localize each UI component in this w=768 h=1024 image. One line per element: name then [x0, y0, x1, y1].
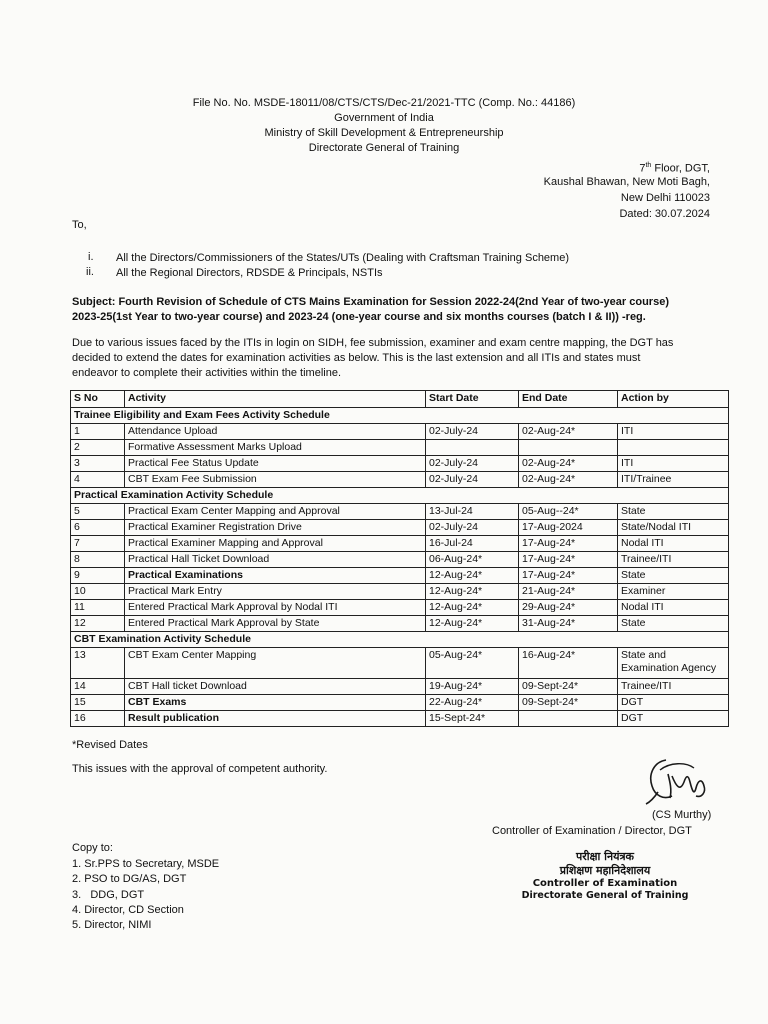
- cell-sno: 6: [71, 520, 125, 536]
- table-row: [71, 552, 729, 568]
- cell-sno: 14: [71, 679, 125, 695]
- stamp-controller: Controller of Examination: [532, 878, 678, 889]
- to-item-text: All the Regional Directors, RDSDE & Principals, NSTIs: [116, 267, 383, 279]
- cell-activity: Practical Examiner Mapping and Approval: [125, 536, 426, 552]
- cell-end: 29-Aug-24*: [519, 600, 618, 616]
- section-row: [71, 632, 729, 648]
- cell-end: 02-Aug-24*: [519, 472, 618, 488]
- cell-action: Trainee/ITI: [618, 679, 729, 695]
- copy-to-item: 3. DDG, DGT: [72, 889, 145, 901]
- cell-action: State and Examination Agency: [618, 648, 729, 679]
- section-title: Trainee Eligibility and Exam Fees Activity Schedule: [71, 408, 729, 424]
- to-label: To,: [72, 219, 87, 231]
- copy-to-label: Copy to:: [72, 842, 113, 854]
- body-text-line: endeavor to complete their activities within the timeline.: [72, 367, 342, 379]
- cell-end: 02-Aug-24*: [519, 456, 618, 472]
- table-row: [71, 695, 729, 711]
- table-row: [71, 584, 729, 600]
- stamp-hindi-title: परीक्षा नियंत्रक: [575, 850, 634, 863]
- cell-end: 17-Aug-2024: [519, 520, 618, 536]
- cell-end: 16-Aug-24*: [519, 648, 618, 679]
- cell-start: [426, 440, 519, 456]
- cell-end: 09-Sept-24*: [519, 679, 618, 695]
- cell-activity: CBT Exam Center Mapping: [125, 648, 426, 679]
- column-header: End Date: [519, 391, 618, 408]
- table-row: [71, 504, 729, 520]
- section-row: [71, 408, 729, 424]
- cell-start: 22-Aug-24*: [426, 695, 519, 711]
- cell-action: DGT: [618, 695, 729, 711]
- column-header: S No: [71, 391, 125, 408]
- table-row: [71, 648, 729, 679]
- cell-action: ITI: [618, 456, 729, 472]
- stamp-hindi-directorate: प्रशिक्षण महानिदेशालय: [559, 864, 651, 877]
- cell-sno: 2: [71, 440, 125, 456]
- cell-activity: Entered Practical Mark Approval by State: [125, 616, 426, 632]
- cell-start: 19-Aug-24*: [426, 679, 519, 695]
- table-row: [71, 711, 729, 727]
- column-header: Activity: [125, 391, 426, 408]
- approval-statement: This issues with the approval of competent authority.: [72, 763, 328, 775]
- cell-end: 17-Aug-24*: [519, 536, 618, 552]
- cell-sno: 12: [71, 616, 125, 632]
- cell-activity: Practical Mark Entry: [125, 584, 426, 600]
- column-header: Action by: [618, 391, 729, 408]
- cell-sno: 3: [71, 456, 125, 472]
- cell-action: State: [618, 616, 729, 632]
- cell-action: State/Nodal ITI: [618, 520, 729, 536]
- table-row: [71, 440, 729, 456]
- cell-start: 06-Aug-24*: [426, 552, 519, 568]
- cell-sno: 4: [71, 472, 125, 488]
- cell-action: Nodal ITI: [618, 536, 729, 552]
- address-city: New Delhi 110023: [620, 192, 710, 204]
- subject-line: 2023-25(1st Year to two-year course) and 2023-24 (one-year course and six months courses (batch I & II)) -reg.: [72, 311, 646, 323]
- cell-sno: 1: [71, 424, 125, 440]
- body-text-line: Due to various issues faced by the ITIs in login on SIDH, fee submission, examiner and exam centre mapping, the DGT has: [72, 337, 674, 349]
- table-header-row: [71, 391, 729, 408]
- section-title: Practical Examination Activity Schedule: [71, 488, 729, 504]
- body-text-line: decided to extend the dates for examination activities as below. This is the last extension and all ITIs and states must: [72, 352, 641, 364]
- signatory-title: Controller of Examination / Director, DGT: [492, 825, 692, 837]
- cell-end: 31-Aug-24*: [519, 616, 618, 632]
- cell-action: DGT: [618, 711, 729, 727]
- cell-start: 12-Aug-24*: [426, 568, 519, 584]
- cell-activity: Practical Hall Ticket Download: [125, 552, 426, 568]
- cell-end: [519, 440, 618, 456]
- cell-start: 02-July-24: [426, 520, 519, 536]
- cell-end: 05-Aug--24*: [519, 504, 618, 520]
- cell-sno: 7: [71, 536, 125, 552]
- table-row: [71, 679, 729, 695]
- cell-start: 02-July-24: [426, 424, 519, 440]
- cell-sno: 9: [71, 568, 125, 584]
- cell-activity: CBT Exams: [125, 695, 426, 711]
- cell-start: 05-Aug-24*: [426, 648, 519, 679]
- cell-sno: 8: [71, 552, 125, 568]
- subject-line: Subject: Fourth Revision of Schedule of CTS Mains Examination for Session 2022-24(2nd Year of two-year course): [72, 296, 669, 308]
- cell-start: 12-Aug-24*: [426, 584, 519, 600]
- cell-activity: Formative Assessment Marks Upload: [125, 440, 426, 456]
- cell-action: State: [618, 504, 729, 520]
- table-row: [71, 424, 729, 440]
- header-government: Government of India: [334, 112, 434, 124]
- stamp-directorate: Directorate General of Training: [521, 890, 689, 901]
- schedule-table: [70, 390, 729, 727]
- signatory-name: (CS Murthy): [652, 809, 712, 821]
- table-row: [71, 600, 729, 616]
- table-row: [71, 520, 729, 536]
- table-row: [71, 456, 729, 472]
- cell-activity: Result publication: [125, 711, 426, 727]
- section-title: CBT Examination Activity Schedule: [71, 632, 729, 648]
- cell-action: [618, 440, 729, 456]
- section-row: [71, 488, 729, 504]
- cell-activity: Practical Exam Center Mapping and Approval: [125, 504, 426, 520]
- table-row: [71, 616, 729, 632]
- cell-start: 16-Jul-24: [426, 536, 519, 552]
- copy-to-item: 2. PSO to DG/AS, DGT: [72, 873, 187, 885]
- copy-to-item: 1. Sr.PPS to Secretary, MSDE: [72, 858, 220, 870]
- cell-start: 12-Aug-24*: [426, 616, 519, 632]
- file-number: File No. No. MSDE-18011/08/CTS/CTS/Dec-21/2021-TTC (Comp. No.: 44186): [192, 97, 576, 109]
- cell-action: ITI: [618, 424, 729, 440]
- header-ministry: Ministry of Skill Development & Entrepreneurship: [264, 127, 504, 139]
- cell-sno: 16: [71, 711, 125, 727]
- cell-action: Examiner: [618, 584, 729, 600]
- signature-image: [636, 752, 716, 812]
- cell-sno: 15: [71, 695, 125, 711]
- table-row: [71, 568, 729, 584]
- table-row: [71, 536, 729, 552]
- cell-activity: Practical Examinations: [125, 568, 426, 584]
- cell-end: 09-Sept-24*: [519, 695, 618, 711]
- address-floor: 7th Floor, DGT,: [639, 162, 710, 175]
- copy-to-item: 4. Director, CD Section: [72, 904, 184, 916]
- cell-start: 13-Jul-24: [426, 504, 519, 520]
- cell-start: 15-Sept-24*: [426, 711, 519, 727]
- cell-activity: Practical Examiner Registration Drive: [125, 520, 426, 536]
- cell-end: 17-Aug-24*: [519, 568, 618, 584]
- cell-end: 02-Aug-24*: [519, 424, 618, 440]
- cell-sno: 10: [71, 584, 125, 600]
- cell-start: 02-July-24: [426, 456, 519, 472]
- cell-action: Nodal ITI: [618, 600, 729, 616]
- letter-date: Dated: 30.07.2024: [619, 208, 710, 220]
- cell-end: 17-Aug-24*: [519, 552, 618, 568]
- cell-start: 12-Aug-24*: [426, 600, 519, 616]
- to-item-num: ii.: [86, 266, 94, 278]
- copy-to-item: 5. Director, NIMI: [72, 919, 152, 931]
- to-item-num: i.: [88, 251, 94, 263]
- cell-end: [519, 711, 618, 727]
- cell-activity: Practical Fee Status Update: [125, 456, 426, 472]
- cell-action: ITI/Trainee: [618, 472, 729, 488]
- cell-sno: 13: [71, 648, 125, 679]
- cell-end: 21-Aug-24*: [519, 584, 618, 600]
- cell-action: Trainee/ITI: [618, 552, 729, 568]
- to-item-text: All the Directors/Commissioners of the States/UTs (Dealing with Craftsman Training Scheme): [116, 252, 569, 264]
- cell-sno: 11: [71, 600, 125, 616]
- cell-action: State: [618, 568, 729, 584]
- header-directorate: Directorate General of Training: [308, 142, 460, 154]
- cell-activity: Entered Practical Mark Approval by Nodal ITI: [125, 600, 426, 616]
- cell-activity: CBT Exam Fee Submission: [125, 472, 426, 488]
- revised-dates-note: *Revised Dates: [72, 739, 148, 751]
- cell-sno: 5: [71, 504, 125, 520]
- cell-start: 02-July-24: [426, 472, 519, 488]
- cell-activity: Attendance Upload: [125, 424, 426, 440]
- address-building: Kaushal Bhawan, New Moti Bagh,: [543, 176, 710, 188]
- cell-activity: CBT Hall ticket Download: [125, 679, 426, 695]
- column-header: Start Date: [426, 391, 519, 408]
- table-row: [71, 472, 729, 488]
